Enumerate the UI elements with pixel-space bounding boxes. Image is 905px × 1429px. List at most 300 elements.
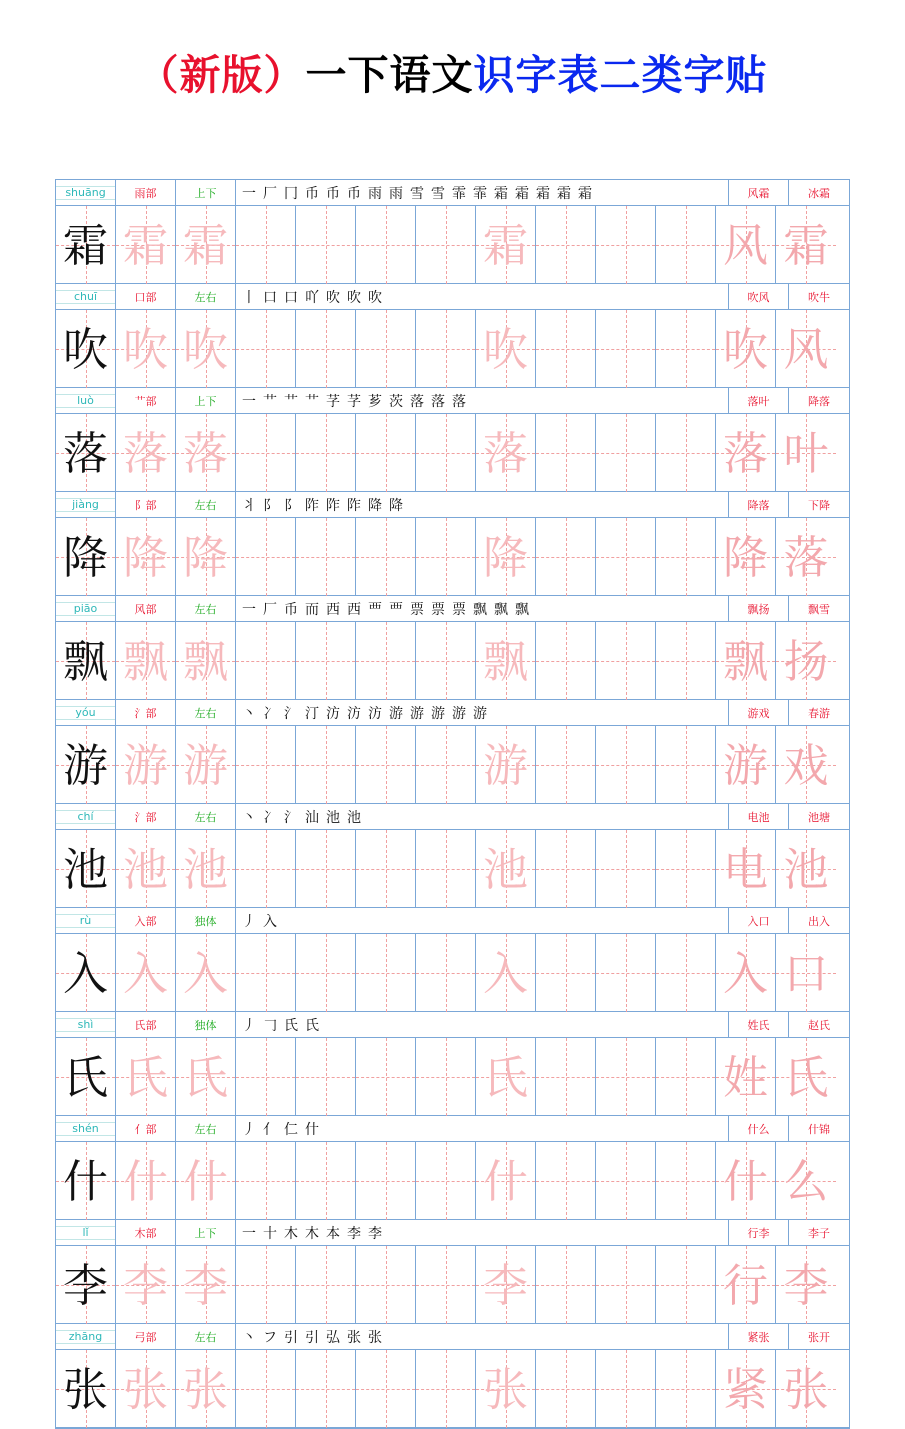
- info-row: [56, 1012, 849, 1038]
- radical-cell: 雨部: [116, 180, 176, 205]
- word-trace-character: 么: [783, 1154, 829, 1208]
- stroke-step: 芓: [347, 393, 361, 410]
- word-trace-cell: [716, 206, 776, 284]
- stroke-step: 飘: [515, 601, 529, 618]
- empty-practice-cell: [356, 1038, 416, 1116]
- empty-practice-cell: [656, 1142, 716, 1220]
- page-title: [0, 42, 905, 101]
- empty-practice-cell: [236, 518, 296, 596]
- word-trace-cell: [776, 414, 836, 492]
- trace-character: 飘: [482, 634, 528, 688]
- stroke-step: 张: [368, 1329, 382, 1346]
- trace-character: 氏: [482, 1050, 528, 1104]
- empty-practice-cell: [536, 726, 596, 804]
- empty-practice-cell: [356, 206, 416, 284]
- trace-character-cell: [116, 1038, 176, 1116]
- pinyin-cell: rù: [56, 908, 116, 933]
- trace-character: 降: [122, 530, 168, 584]
- stroke-order-cell: [236, 180, 729, 205]
- word-trace-character: 池: [783, 842, 829, 896]
- empty-practice-cell: [296, 310, 356, 388]
- empty-practice-cell: [356, 310, 416, 388]
- stroke-step: 艹: [284, 393, 298, 410]
- stroke-step: 吹: [368, 289, 382, 306]
- word-trace-cell: [776, 310, 836, 388]
- structure-cell: 独体: [176, 1012, 236, 1037]
- model-character: 落: [62, 426, 108, 480]
- trace-character: 氏: [122, 1050, 168, 1104]
- radical-cell: 口部: [116, 284, 176, 309]
- empty-practice-cell: [236, 310, 296, 388]
- model-character: 游: [62, 738, 108, 792]
- model-character: 什: [62, 1154, 108, 1208]
- info-row: [56, 284, 849, 310]
- stroke-step: 艹: [305, 393, 319, 410]
- practice-row: [56, 206, 849, 284]
- trace-character-cell: [116, 726, 176, 804]
- stroke-step: 吹: [347, 289, 361, 306]
- empty-practice-cell: [296, 414, 356, 492]
- stroke-step: 厂: [263, 601, 277, 618]
- trace-character: 降: [182, 530, 228, 584]
- word-trace-cell: [776, 1350, 836, 1428]
- empty-practice-cell: [296, 830, 356, 908]
- word-trace-cell: [776, 1142, 836, 1220]
- word-cell: 吹牛: [808, 290, 830, 304]
- stroke-step: 汸: [326, 705, 340, 722]
- trace-character: 什: [182, 1154, 228, 1208]
- stroke-step: 币: [305, 185, 319, 202]
- empty-practice-cell: [356, 726, 416, 804]
- stroke-step: 飘: [473, 601, 487, 618]
- word-trace-cell: [716, 726, 776, 804]
- model-character-cell: [56, 1246, 116, 1324]
- stroke-step: 游: [452, 705, 466, 722]
- stroke-step: 落: [410, 393, 424, 410]
- word-cell: 吹风: [729, 284, 789, 309]
- trace-character-cell: [176, 1246, 236, 1324]
- model-character: 池: [62, 842, 108, 896]
- stroke-step: 丿: [242, 1017, 256, 1034]
- word-trace-character: 飘: [722, 634, 768, 688]
- empty-practice-cell: [596, 414, 656, 492]
- radical-cell: 氵部: [116, 700, 176, 725]
- word-cell: 冰霜: [808, 186, 830, 200]
- empty-practice-cell: [596, 1038, 656, 1116]
- trace-character: 张: [122, 1362, 168, 1416]
- stroke-step: 游: [473, 705, 487, 722]
- empty-practice-cell: [236, 206, 296, 284]
- word-trace-cell: [716, 934, 776, 1012]
- stroke-step: 芗: [368, 393, 382, 410]
- empty-practice-cell: [656, 726, 716, 804]
- stroke-step: 覀: [389, 601, 403, 618]
- pinyin-cell: chuī: [56, 284, 116, 309]
- stroke-step: 西: [347, 601, 361, 618]
- stroke-step: 霏: [473, 185, 487, 202]
- stroke-step: 降: [389, 497, 403, 514]
- model-character-cell: [56, 206, 116, 284]
- trace-character: 降: [482, 530, 528, 584]
- pinyin-cell: shì: [56, 1012, 116, 1037]
- empty-practice-cell: [416, 518, 476, 596]
- word-cell: 电池: [729, 804, 789, 829]
- model-character-cell: [56, 1142, 116, 1220]
- stroke-step: 一: [242, 393, 256, 410]
- stroke-order-cell: [236, 1324, 729, 1349]
- info-row: [56, 1324, 849, 1350]
- trace-character-cell: [476, 934, 536, 1012]
- empty-practice-cell: [416, 1038, 476, 1116]
- word-cell: 入口: [729, 908, 789, 933]
- stroke-step: 游: [431, 705, 445, 722]
- model-character: 霜: [62, 218, 108, 272]
- empty-practice-cell: [596, 1350, 656, 1428]
- word-trace-character: 叶: [783, 426, 829, 480]
- stroke-step: 入: [263, 913, 277, 930]
- empty-practice-cell: [296, 1246, 356, 1324]
- trace-character: 什: [122, 1154, 168, 1208]
- trace-character-cell: [476, 1246, 536, 1324]
- info-row: [56, 596, 849, 622]
- structure-cell: 左右: [176, 700, 236, 725]
- empty-practice-cell: [596, 518, 656, 596]
- empty-practice-cell: [296, 622, 356, 700]
- radical-cell: 亻部: [116, 1116, 176, 1141]
- model-character-cell: [56, 726, 116, 804]
- trace-character: 什: [482, 1154, 528, 1208]
- trace-character: 飘: [182, 634, 228, 688]
- stroke-step: 币: [326, 185, 340, 202]
- trace-character-cell: [176, 1350, 236, 1428]
- word-trace-character: 张: [783, 1362, 829, 1416]
- word-trace-character: 氏: [783, 1050, 829, 1104]
- trace-character: 入: [122, 946, 168, 1000]
- trace-character-cell: [116, 414, 176, 492]
- empty-practice-cell: [356, 518, 416, 596]
- model-character-cell: [56, 1038, 116, 1116]
- trace-character-cell: [476, 1142, 536, 1220]
- trace-character-cell: [116, 1142, 176, 1220]
- word-trace-cell: [776, 1038, 836, 1116]
- empty-practice-cell: [416, 414, 476, 492]
- stroke-step: 币: [347, 185, 361, 202]
- radical-cell: 入部: [116, 908, 176, 933]
- stroke-step: 西: [326, 601, 340, 618]
- stroke-order-cell: [236, 284, 729, 309]
- stroke-step: 吖: [305, 289, 319, 306]
- model-character-cell: [56, 518, 116, 596]
- model-character-cell: [56, 1350, 116, 1428]
- pinyin-cell: luò: [56, 388, 116, 413]
- word-trace-cell: [716, 414, 776, 492]
- model-character-cell: [56, 830, 116, 908]
- pinyin-cell: jiàng: [56, 492, 116, 517]
- model-character-cell: [56, 622, 116, 700]
- stroke-step: 游: [389, 705, 403, 722]
- stroke-step: 氵: [284, 705, 298, 722]
- trace-character-cell: [476, 622, 536, 700]
- model-character: 入: [62, 946, 108, 1000]
- stroke-step: 落: [452, 393, 466, 410]
- empty-practice-cell: [536, 1350, 596, 1428]
- empty-practice-cell: [656, 934, 716, 1012]
- word-trace-character: 什: [722, 1154, 768, 1208]
- trace-character: 入: [482, 946, 528, 1000]
- empty-practice-cell: [536, 414, 596, 492]
- stroke-step: 阝: [284, 497, 298, 514]
- word-trace-character: 口: [783, 946, 829, 1000]
- model-character-cell: [56, 934, 116, 1012]
- word-trace-character: 紧: [722, 1362, 768, 1416]
- word-trace-cell: [716, 1142, 776, 1220]
- stroke-step: 一: [242, 185, 256, 202]
- structure-cell: 上下: [176, 388, 236, 413]
- trace-character-cell: [176, 1038, 236, 1116]
- model-character-cell: [56, 414, 116, 492]
- stroke-step: 芓: [326, 393, 340, 410]
- stroke-order-cell: [236, 908, 729, 933]
- pinyin-cell: yóu: [56, 700, 116, 725]
- trace-character-cell: [476, 1038, 536, 1116]
- empty-practice-cell: [596, 622, 656, 700]
- trace-character-cell: [476, 310, 536, 388]
- stroke-order-cell: [236, 1220, 729, 1245]
- model-character: 吹: [62, 322, 108, 376]
- stroke-step: 艹: [263, 393, 277, 410]
- stroke-step: 李: [347, 1225, 361, 1242]
- stroke-step: 霜: [578, 185, 592, 202]
- word-cell: 姓氏: [729, 1012, 789, 1037]
- structure-cell: 左右: [176, 596, 236, 621]
- empty-practice-cell: [296, 1038, 356, 1116]
- title-part-blue: 识字表二类字贴: [473, 51, 768, 99]
- stroke-step: 氏: [305, 1017, 319, 1034]
- stroke-step: 李: [368, 1225, 382, 1242]
- word-trace-cell: [776, 1246, 836, 1324]
- stroke-step: 雨: [389, 185, 403, 202]
- word-cell: 下降: [808, 498, 830, 512]
- stroke-step: 雨: [368, 185, 382, 202]
- trace-character: 飘: [122, 634, 168, 688]
- stroke-order-cell: [236, 492, 729, 517]
- empty-practice-cell: [656, 1350, 716, 1428]
- trace-character-cell: [176, 934, 236, 1012]
- trace-character: 张: [182, 1362, 228, 1416]
- pinyin-cell: shuāng: [56, 180, 116, 205]
- empty-practice-cell: [236, 414, 296, 492]
- trace-character-cell: [176, 414, 236, 492]
- empty-practice-cell: [416, 830, 476, 908]
- word-cell: 李子: [808, 1226, 830, 1240]
- trace-character-cell: [176, 830, 236, 908]
- stroke-step: 霜: [494, 185, 508, 202]
- stroke-step: 汕: [305, 809, 319, 826]
- radical-cell: 氵部: [116, 804, 176, 829]
- empty-practice-cell: [596, 1142, 656, 1220]
- trace-character: 落: [122, 426, 168, 480]
- stroke-step: 丶: [242, 705, 256, 722]
- trace-character-cell: [176, 518, 236, 596]
- trace-character-cell: [476, 414, 536, 492]
- stroke-step: 阝: [263, 497, 277, 514]
- structure-cell: 左右: [176, 284, 236, 309]
- stroke-step: 游: [410, 705, 424, 722]
- empty-practice-cell: [536, 1246, 596, 1324]
- structure-cell: 左右: [176, 804, 236, 829]
- trace-character-cell: [116, 1246, 176, 1324]
- character-practice-table: [55, 179, 850, 1429]
- stroke-step: 丿: [242, 913, 256, 930]
- empty-practice-cell: [416, 934, 476, 1012]
- trace-character: 吹: [182, 322, 228, 376]
- model-character: 李: [62, 1258, 108, 1312]
- empty-practice-cell: [236, 934, 296, 1012]
- practice-row: [56, 1038, 849, 1116]
- stroke-step: 阼: [347, 497, 361, 514]
- practice-row: [56, 622, 849, 700]
- trace-character: 池: [482, 842, 528, 896]
- stroke-step: 茨: [389, 393, 403, 410]
- pinyin-cell: lǐ: [56, 1220, 116, 1245]
- empty-practice-cell: [536, 310, 596, 388]
- word-cell: 飘扬: [729, 596, 789, 621]
- empty-practice-cell: [356, 1350, 416, 1428]
- empty-practice-cell: [356, 830, 416, 908]
- empty-practice-cell: [236, 1246, 296, 1324]
- stroke-step: 票: [452, 601, 466, 618]
- empty-practice-cell: [296, 206, 356, 284]
- trace-character-cell: [116, 934, 176, 1012]
- trace-character: 游: [482, 738, 528, 792]
- trace-character-cell: [116, 310, 176, 388]
- stroke-step: 木: [305, 1225, 319, 1242]
- empty-practice-cell: [416, 1142, 476, 1220]
- empty-practice-cell: [296, 726, 356, 804]
- title-part-red: （新版）: [137, 51, 306, 99]
- info-row: [56, 804, 849, 830]
- stroke-step: 雪: [410, 185, 424, 202]
- practice-row: [56, 310, 849, 388]
- word-trace-character: 风: [783, 322, 829, 376]
- worksheet-page: [0, 42, 905, 1416]
- stroke-step: 弘: [326, 1329, 340, 1346]
- trace-character: 游: [182, 738, 228, 792]
- empty-practice-cell: [296, 518, 356, 596]
- structure-cell: 左右: [176, 1116, 236, 1141]
- practice-row: [56, 518, 849, 596]
- stroke-step: 霜: [557, 185, 571, 202]
- word-trace-character: 李: [783, 1258, 829, 1312]
- stroke-step: 丬: [242, 497, 256, 514]
- empty-practice-cell: [656, 1038, 716, 1116]
- stroke-order-cell: [236, 596, 729, 621]
- stroke-step: 一: [242, 601, 256, 618]
- trace-character: 李: [122, 1258, 168, 1312]
- word-cell: 出入: [808, 914, 830, 928]
- stroke-step: 亻: [263, 1121, 277, 1138]
- stroke-step: 阼: [305, 497, 319, 514]
- empty-practice-cell: [536, 1038, 596, 1116]
- structure-cell: 独体: [176, 908, 236, 933]
- word-cell: 紧张: [729, 1324, 789, 1349]
- stroke-step: 十: [263, 1225, 277, 1242]
- empty-practice-cell: [536, 622, 596, 700]
- trace-character: 吹: [122, 322, 168, 376]
- empty-practice-cell: [236, 830, 296, 908]
- stroke-step: 木: [284, 1225, 298, 1242]
- word-trace-character: 风: [722, 218, 768, 272]
- empty-practice-cell: [356, 414, 416, 492]
- word-cell: 张开: [808, 1330, 830, 1344]
- trace-character: 霜: [182, 218, 228, 272]
- trace-character-cell: [176, 1142, 236, 1220]
- practice-row: [56, 934, 849, 1012]
- empty-practice-cell: [236, 1038, 296, 1116]
- model-character: 张: [62, 1362, 108, 1416]
- trace-character-cell: [176, 726, 236, 804]
- empty-practice-cell: [356, 934, 416, 1012]
- stroke-step: 张: [347, 1329, 361, 1346]
- stroke-step: 汸: [368, 705, 382, 722]
- practice-row: [56, 726, 849, 804]
- stroke-step: 落: [431, 393, 445, 410]
- stroke-step: 池: [347, 809, 361, 826]
- word-trace-cell: [776, 622, 836, 700]
- stroke-step: 霜: [536, 185, 550, 202]
- word-cell: 春游: [808, 706, 830, 720]
- trace-character-cell: [476, 206, 536, 284]
- practice-row: [56, 830, 849, 908]
- word-trace-cell: [716, 1350, 776, 1428]
- word-trace-character: 游: [722, 738, 768, 792]
- empty-practice-cell: [536, 206, 596, 284]
- stroke-step: 冫: [263, 705, 277, 722]
- empty-practice-cell: [296, 1350, 356, 1428]
- structure-cell: 上下: [176, 1220, 236, 1245]
- trace-character: 李: [482, 1258, 528, 1312]
- info-row: [56, 908, 849, 934]
- word-cell: 行李: [729, 1220, 789, 1245]
- empty-practice-cell: [236, 622, 296, 700]
- empty-practice-cell: [296, 1142, 356, 1220]
- trace-character-cell: [116, 1350, 176, 1428]
- stroke-step: 而: [305, 601, 319, 618]
- empty-practice-cell: [596, 830, 656, 908]
- pinyin-cell: chí: [56, 804, 116, 829]
- trace-character: 霜: [482, 218, 528, 272]
- word-trace-cell: [776, 518, 836, 596]
- stroke-step: 霜: [515, 185, 529, 202]
- empty-practice-cell: [596, 726, 656, 804]
- model-character-cell: [56, 310, 116, 388]
- pinyin-cell: shén: [56, 1116, 116, 1141]
- word-trace-character: 电: [722, 842, 768, 896]
- word-cell: 赵氏: [808, 1018, 830, 1032]
- trace-character: 氏: [182, 1050, 228, 1104]
- stroke-step: 丨: [242, 289, 256, 306]
- stroke-step: 阼: [326, 497, 340, 514]
- stroke-step: 氵: [284, 809, 298, 826]
- trace-character: 池: [122, 842, 168, 896]
- trace-character-cell: [176, 310, 236, 388]
- word-trace-cell: [716, 1246, 776, 1324]
- empty-practice-cell: [536, 518, 596, 596]
- stroke-step: 口: [284, 289, 298, 306]
- word-cell: 什锦: [808, 1122, 830, 1136]
- empty-practice-cell: [596, 1246, 656, 1324]
- info-row: [56, 1220, 849, 1246]
